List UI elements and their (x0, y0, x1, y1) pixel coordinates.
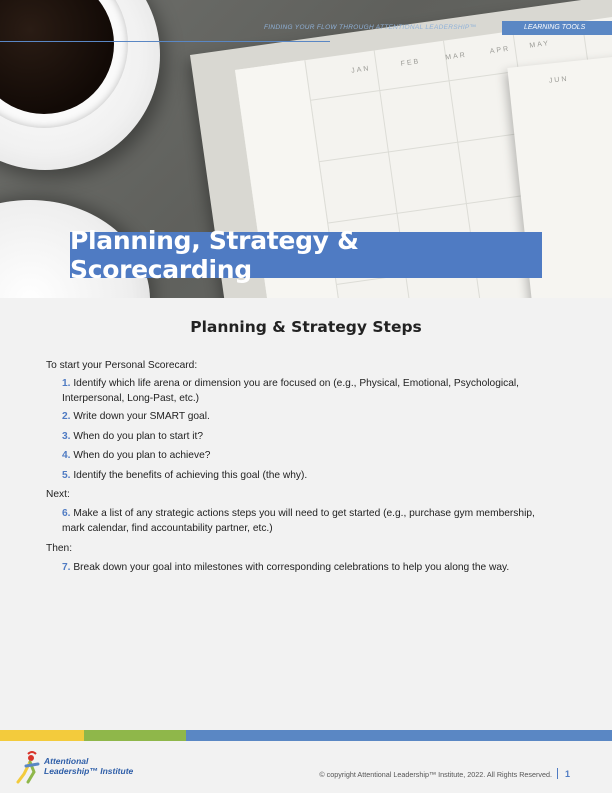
footer-divider (557, 768, 558, 779)
logo-figure-icon (14, 748, 44, 788)
step-text: Write down your SMART goal. (73, 411, 210, 422)
institute-logo (14, 748, 154, 788)
section-subtitle: Planning & Strategy Steps (190, 318, 422, 336)
step-number: 6. (62, 508, 71, 519)
list-item (62, 521, 572, 537)
list-item (62, 506, 572, 522)
step-number: 7. (62, 562, 71, 573)
page-number: 1 (565, 769, 571, 779)
footer-band-green (84, 730, 186, 741)
list-item (62, 409, 572, 425)
planner-month: APR (489, 45, 511, 56)
logo-line-2: Leadership™ Institute (44, 766, 134, 776)
step-text: Identify which life arena or dimension you are focused on (e.g., Physical, Emotional, Psychological, (73, 378, 519, 389)
header-rule (0, 41, 330, 42)
copyright-text: © copyright Attentional Leadership™ Institute, 2022. All Rights Reserved. (319, 770, 552, 779)
hero-image (0, 0, 612, 298)
list-item (62, 429, 572, 445)
then-label: Then: (46, 543, 73, 554)
step-text: Identify the benefits of achieving this goal (the why). (73, 470, 308, 481)
step-text: When do you plan to start it? (73, 431, 204, 442)
list-item (62, 560, 572, 576)
section-tag: LEARNING TOOLS (502, 21, 612, 35)
step-text: Make a list of any strategic actions steps you will need to get started (e.g., purchase gym membership, (73, 508, 535, 519)
list-item (62, 448, 572, 464)
next-label: Next: (46, 489, 70, 500)
step-number: 3. (62, 431, 71, 442)
planner-month: MAY (529, 39, 551, 50)
footer-band-blue (186, 730, 612, 741)
step-number: 2. (62, 411, 71, 422)
list-item (62, 376, 572, 392)
list-item (62, 391, 572, 407)
planner-month: JAN (350, 65, 371, 75)
series-title: FINDING YOUR FLOW THROUGH ATTENTIONAL LEADERSHIP™ (264, 24, 477, 31)
step-text: Interpersonal, Long-Past, etc.) (62, 393, 200, 404)
logo-line-1: Attentional (44, 756, 89, 766)
step-number: 5. (62, 470, 71, 481)
intro-text: To start your Personal Scorecard: (46, 360, 198, 371)
planner-month: FEB (400, 58, 421, 68)
step-number: 1. (62, 378, 71, 389)
planner-month: MAR (444, 51, 468, 62)
step-number: 4. (62, 450, 71, 461)
step-text: mark calendar, find accountability partner, etc.) (62, 523, 273, 534)
footer-band-yellow (0, 730, 84, 741)
page-title: Planning, Strategy & Scorecarding (70, 232, 542, 278)
list-item (62, 468, 572, 484)
logo-text (44, 756, 133, 776)
planner-month: JUN (548, 75, 569, 85)
step-text: Break down your goal into milestones with corresponding celebrations to help you along the way. (73, 562, 510, 573)
step-text: When do you plan to achieve? (73, 450, 211, 461)
